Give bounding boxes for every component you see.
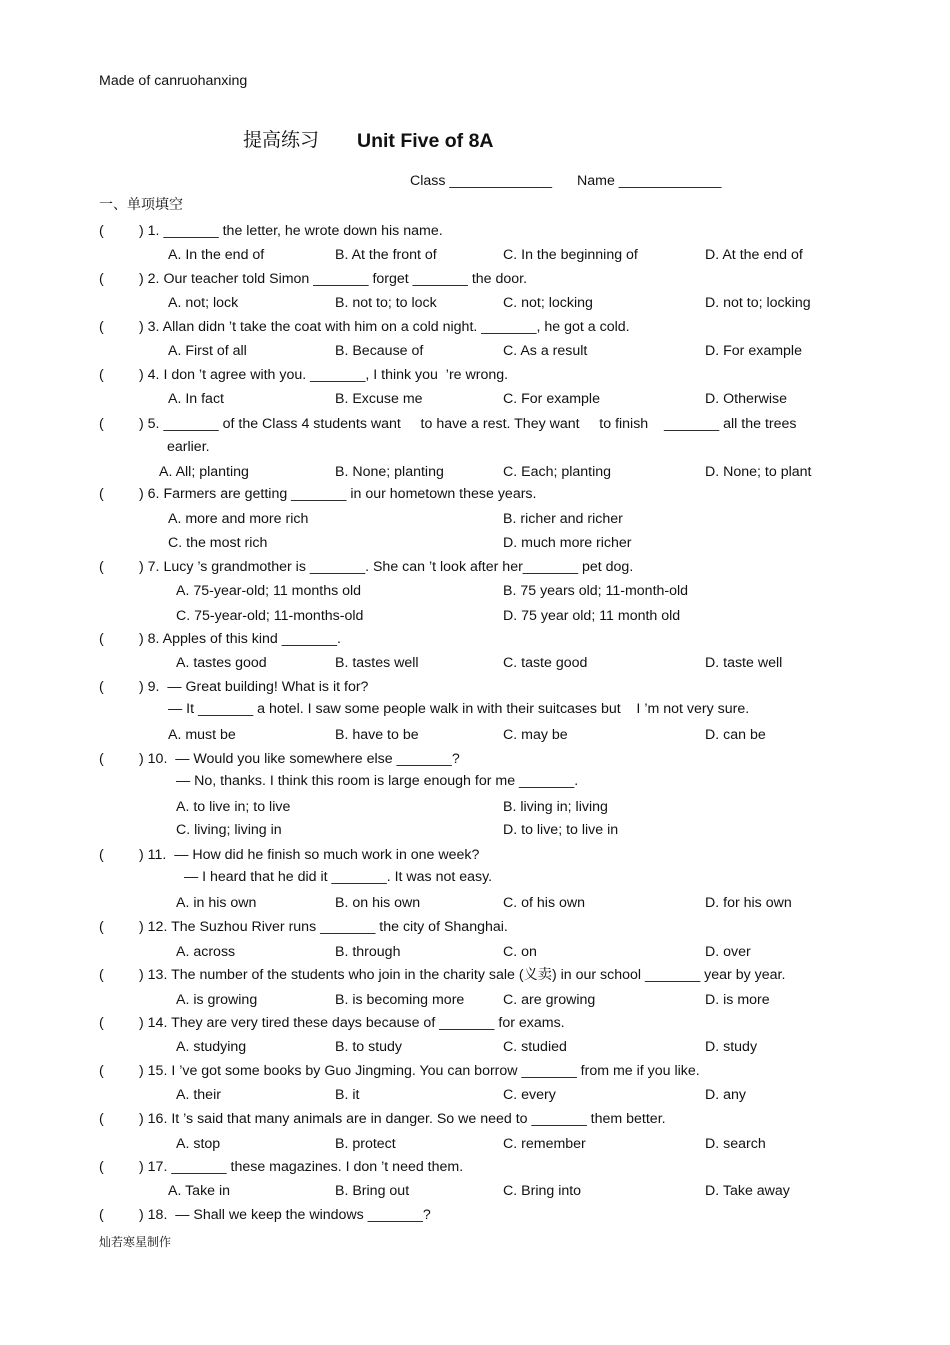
question-8-stem: ) 8. Apples of this kind _______. [139, 631, 341, 647]
question-6-option-a: A. more and more rich [168, 511, 309, 527]
question-10-option-d: D. to live; to live in [503, 822, 619, 838]
question-10-option-a: A. to live in; to live [176, 799, 291, 815]
question-3-option-b: B. Because of [335, 343, 424, 359]
question-2-option-d: D. not to; locking [705, 295, 811, 311]
class-field-label: Class _____________ [410, 173, 552, 189]
answer-bracket: ( [99, 367, 104, 383]
question-7-option-c: C. 75-year-old; 11-months-old [176, 608, 364, 624]
question-1-option-a: A. In the end of [168, 247, 265, 263]
question-2-option-b: B. not to; to lock [335, 295, 437, 311]
question-12-option-c: C. on [503, 944, 537, 960]
question-6-stem: ) 6. Farmers are getting _______ in our hometown these years. [139, 486, 537, 502]
question-4-option-d: D. Otherwise [705, 391, 787, 407]
question-6-option-c: C. the most rich [168, 535, 268, 551]
question-11-stem: ) 11. — How did he finish so much work in one week? [139, 847, 480, 863]
question-1-option-c: C. In the beginning of [503, 247, 638, 263]
question-4-option-a: A. In fact [168, 391, 224, 407]
question-15-option-a: A. their [176, 1087, 221, 1103]
question-16-option-b: B. protect [335, 1136, 396, 1152]
question-14-option-a: A. studying [176, 1039, 247, 1055]
question-1-stem: ) 1. _______ the letter, he wrote down his name. [139, 223, 443, 239]
question-16-option-a: A. stop [176, 1136, 221, 1152]
question-8-option-b: B. tastes well [335, 655, 419, 671]
question-5-option-b: B. None; planting [335, 464, 444, 480]
question-11-option-d: D. for his own [705, 895, 792, 911]
question-13-option-a: A. is growing [176, 992, 258, 1008]
question-16-option-d: D. search [705, 1136, 766, 1152]
question-15-option-b: B. it [335, 1087, 360, 1103]
question-8-option-d: D. taste well [705, 655, 783, 671]
question-7-option-a: A. 75-year-old; 11 months old [176, 583, 362, 599]
question-9-continuation: — It _______ a hotel. I saw some people walk in with their suitcases but I ’m not very sure. [168, 701, 750, 717]
question-14-option-c: C. studied [503, 1039, 567, 1055]
question-14-option-d: D. study [705, 1039, 758, 1055]
question-6-option-d: D. much more richer [503, 535, 632, 551]
question-10-stem: ) 10. — Would you like somewhere else _______? [139, 751, 460, 767]
question-13-stem: ) 13. The number of the students who join in the charity sale (义卖) in our school _______ year by year. [139, 967, 786, 983]
answer-bracket: ( [99, 1111, 104, 1127]
question-12-option-b: B. through [335, 944, 401, 960]
question-2-stem: ) 2. Our teacher told Simon _______ forget _______ the door. [139, 271, 528, 287]
question-10-continuation: — No, thanks. I think this room is large enough for me _______. [176, 773, 579, 789]
question-14-stem: ) 14. They are very tired these days because of _______ for exams. [139, 1015, 565, 1031]
question-11-continuation: — I heard that he did it _______. It was not easy. [184, 869, 493, 885]
question-13-option-b: B. is becoming more [335, 992, 465, 1008]
question-3-stem: ) 3. Allan didn ’t take the coat with him on a cold night. _______, he got a cold. [139, 319, 630, 335]
answer-bracket: ( [99, 319, 104, 335]
question-9-stem: ) 9. — Great building! What is it for? [139, 679, 369, 695]
question-7-option-d: D. 75 year old; 11 month old [503, 608, 681, 624]
question-5-stem: ) 5. _______ of the Class 4 students want to have a rest. They want to finish _______ all the trees [139, 416, 797, 432]
question-17-stem: ) 17. _______ these magazines. I don ’t need them. [139, 1159, 464, 1175]
question-17-option-c: C. Bring into [503, 1183, 582, 1199]
question-2-option-c: C. not; locking [503, 295, 593, 311]
question-10-option-c: C. living; living in [176, 822, 282, 838]
question-3-option-d: D. For example [705, 343, 802, 359]
question-3-option-c: C. As a result [503, 343, 588, 359]
question-4-option-b: B. Excuse me [335, 391, 423, 407]
answer-bracket: ( [99, 919, 104, 935]
question-5-option-c: C. Each; planting [503, 464, 612, 480]
question-17-option-d: D. Take away [705, 1183, 790, 1199]
question-3-option-a: A. First of all [168, 343, 247, 359]
answer-bracket: ( [99, 271, 104, 287]
answer-bracket: ( [99, 847, 104, 863]
question-6-option-b: B. richer and richer [503, 511, 623, 527]
answer-bracket: ( [99, 679, 104, 695]
answer-bracket: ( [99, 631, 104, 647]
question-7-option-b: B. 75 years old; 11-month-old [503, 583, 689, 599]
section-title: 一、单项填空 [99, 196, 183, 212]
question-15-option-c: C. every [503, 1087, 556, 1103]
question-16-option-c: C. remember [503, 1136, 586, 1152]
question-1-option-b: B. At the front of [335, 247, 437, 263]
question-15-option-d: D. any [705, 1087, 747, 1103]
answer-bracket: ( [99, 1063, 104, 1079]
question-9-option-b: B. have to be [335, 727, 419, 743]
answer-bracket: ( [99, 967, 104, 983]
answer-bracket: ( [99, 1159, 104, 1175]
question-11-option-a: A. in his own [176, 895, 257, 911]
question-5-option-a: A. All; planting [159, 464, 249, 480]
answer-bracket: ( [99, 751, 104, 767]
answer-bracket: ( [99, 223, 104, 239]
page-title: Unit Five of 8A [357, 130, 494, 152]
question-14-option-b: B. to study [335, 1039, 403, 1055]
answer-bracket: ( [99, 416, 104, 432]
title-chinese: 提高练习 [243, 130, 320, 151]
question-5-continuation: earlier. [167, 439, 210, 455]
answer-bracket: ( [99, 559, 104, 575]
question-7-stem: ) 7. Lucy ’s grandmother is _______. She can ’t look after her_______ pet dog. [139, 559, 634, 575]
question-8-option-c: C. taste good [503, 655, 588, 671]
question-12-stem: ) 12. The Suzhou River runs _______ the city of Shanghai. [139, 919, 508, 935]
name-field-label: Name _____________ [577, 173, 722, 189]
question-16-stem: ) 16. It ’s said that many animals are in danger. So we need to _______ them better. [139, 1111, 666, 1127]
question-18-stem: ) 18. — Shall we keep the windows _______? [139, 1207, 431, 1223]
answer-bracket: ( [99, 1207, 104, 1223]
question-11-option-c: C. of his own [503, 895, 586, 911]
question-9-option-d: D. can be [705, 727, 766, 743]
question-9-option-a: A. must be [168, 727, 236, 743]
made-of-text: Made of canruohanxing [99, 73, 248, 89]
question-11-option-b: B. on his own [335, 895, 421, 911]
question-13-option-c: C. are growing [503, 992, 596, 1008]
question-17-option-a: A. Take in [168, 1183, 231, 1199]
question-9-option-c: C. may be [503, 727, 568, 743]
answer-bracket: ( [99, 1015, 104, 1031]
question-4-stem: ) 4. I don ’t agree with you. _______, I think you ’re wrong. [139, 367, 509, 383]
question-2-option-a: A. not; lock [168, 295, 239, 311]
question-12-option-a: A. across [176, 944, 236, 960]
answer-bracket: ( [99, 486, 104, 502]
footer-credit: 灿若寒星制作 [99, 1235, 172, 1249]
question-17-option-b: B. Bring out [335, 1183, 410, 1199]
question-5-option-d: D. None; to plant [705, 464, 812, 480]
question-12-option-d: D. over [705, 944, 751, 960]
question-13-option-d: D. is more [705, 992, 770, 1008]
question-8-option-a: A. tastes good [176, 655, 267, 671]
question-15-stem: ) 15. I ’ve got some books by Guo Jingming. You can borrow _______ from me if you like. [139, 1063, 700, 1079]
question-4-option-c: C. For example [503, 391, 600, 407]
question-10-option-b: B. living in; living [503, 799, 608, 815]
question-1-option-d: D. At the end of [705, 247, 803, 263]
